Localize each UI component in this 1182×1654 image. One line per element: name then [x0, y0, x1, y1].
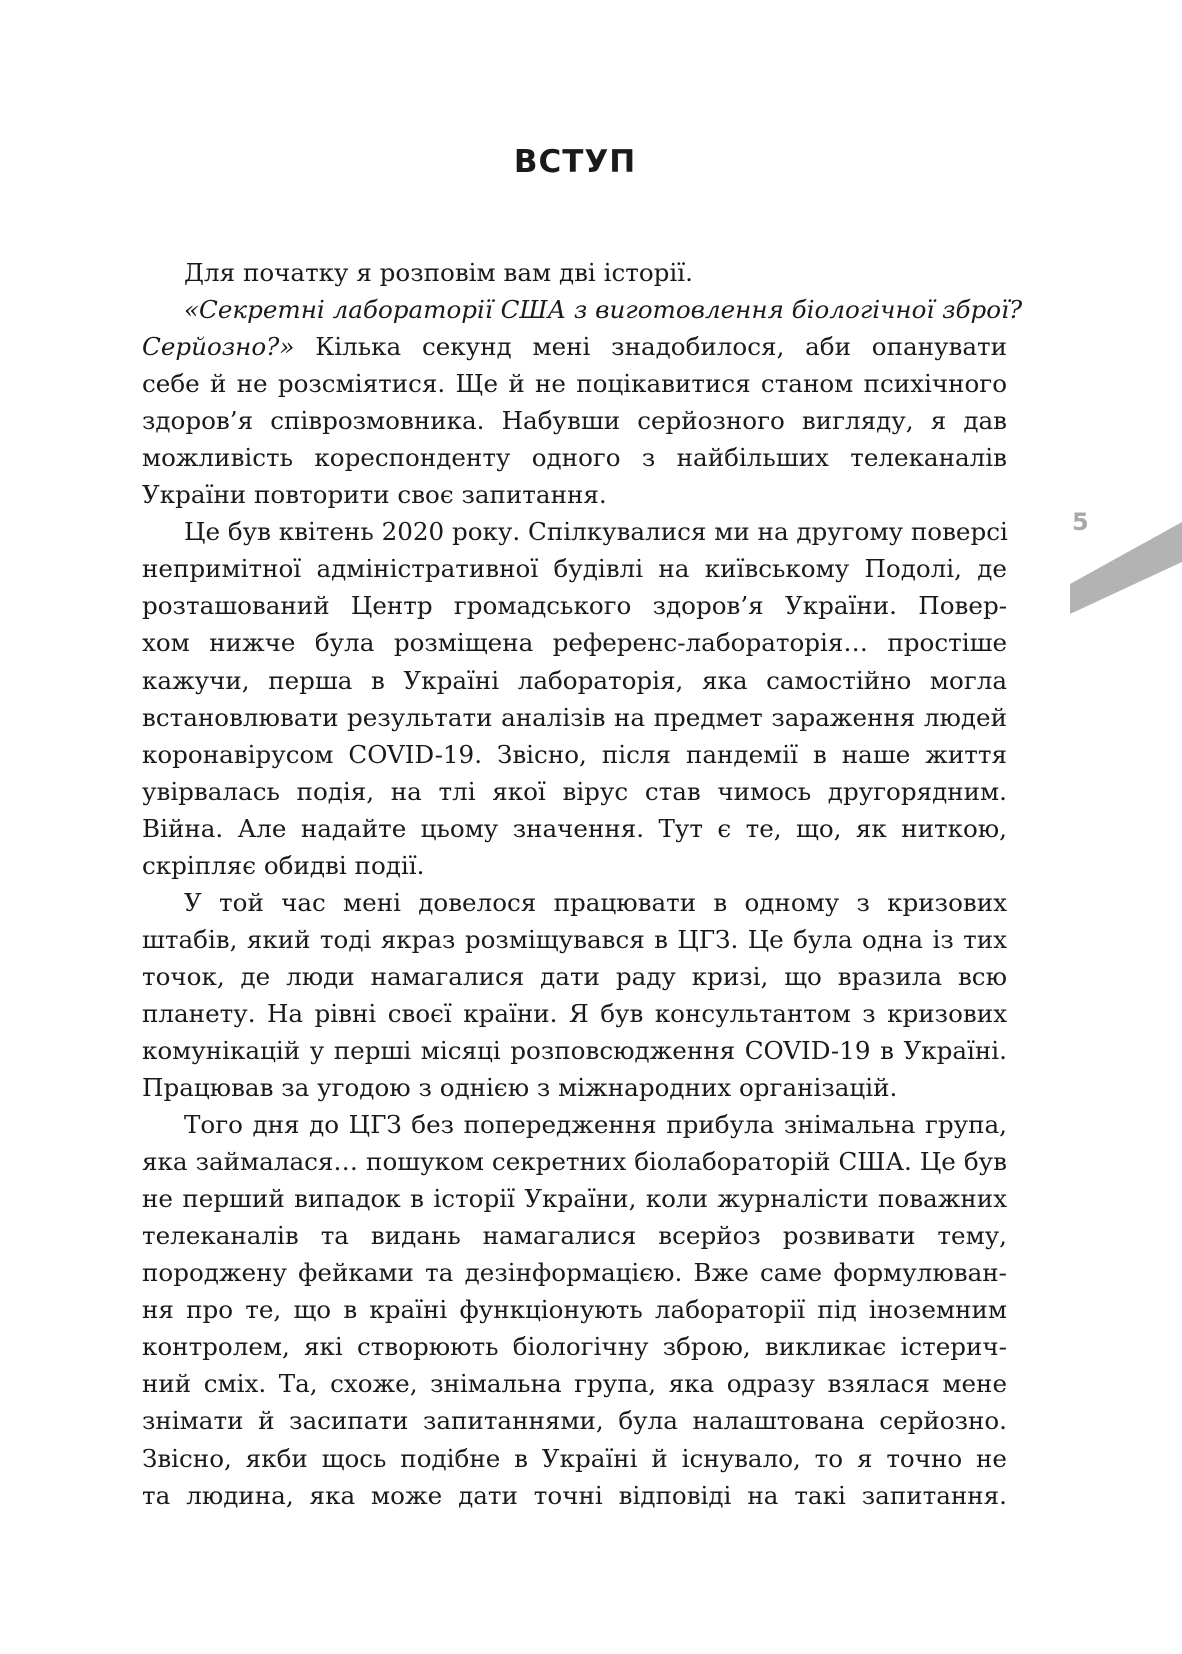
text-segment: Кілька секунд мені знадобилося, аби опанувати: [294, 332, 1007, 362]
page-edge-tab-shape: [1070, 522, 1182, 614]
text-line: [142, 550, 1007, 587]
body-text: [142, 254, 1023, 1514]
text-line: [142, 699, 1007, 736]
text-segment: встановлювати результати аналізів на предмет зараження людей: [142, 702, 1007, 732]
text-line: [142, 736, 1007, 773]
text-segment: увірвалась подія, на тлі якої вірус став чимось другорядним.: [142, 776, 1007, 806]
text-segment: Працював за угодою з однією з міжнародних організацій.: [142, 1073, 898, 1103]
text-line: [142, 921, 1007, 958]
text-line: [142, 328, 1007, 365]
text-segment: розташований Центр громадського здоров’я України. Повер-: [142, 591, 1007, 621]
text-line: [142, 439, 1007, 476]
text-segment: кажучи, перша в Україні лабораторія, яка самостійно могла: [142, 665, 1007, 695]
text-line: [142, 1106, 1007, 1143]
text-line: [142, 1180, 1007, 1217]
text-line: [142, 1402, 1007, 1439]
text-segment: коронавірусом COVID-19. Звісно, після пандемії в наше життя: [142, 739, 1007, 769]
text-line: [142, 1217, 1007, 1254]
text-line: [142, 1477, 1007, 1514]
text-line: [142, 662, 1007, 699]
text-segment: Війна. Але надайте цьому значення. Тут є те, що, як ниткою,: [142, 813, 1007, 843]
page-title: ВСТУП: [513, 144, 637, 180]
text-segment: точок, де люди намагалися дати раду кризі, що вразила всю: [142, 961, 1007, 991]
text-segment: здоров’я співрозмовника. Набувши серйозного вигляду, я дав: [142, 406, 1007, 436]
text-line: [142, 476, 1007, 513]
text-line: [142, 847, 1007, 884]
text-segment: У той час мені довелося працювати в одному з кризових: [184, 887, 1007, 917]
text-line: [142, 884, 1007, 921]
text-segment: контролем, які створюють біологічну зброю, викликає істерич-: [142, 1332, 1007, 1362]
text-line: [142, 254, 1007, 291]
text-segment-italic: Серйозно?»: [142, 332, 295, 362]
text-line: [142, 1032, 1007, 1069]
text-segment: ний сміх. Та, схоже, знімальна група, яка одразу взялася мене: [142, 1369, 1007, 1399]
text-line: [142, 1365, 1007, 1402]
text-segment: Це був квітень 2020 року. Спілкувалися ми на другому поверсі: [184, 517, 1008, 547]
text-line: [142, 995, 1007, 1032]
text-line: [142, 1069, 1007, 1106]
text-line: [142, 513, 1007, 550]
text-segment: України повторити своє запитання.: [142, 480, 607, 510]
text-segment-italic: «Секретні лабораторії США з виготовлення біологічної зброї?: [184, 295, 1023, 325]
text-segment: штабів, який тоді якраз розміщувався в ЦГЗ. Це була одна із тих: [142, 924, 1007, 954]
text-segment: планету. На рівні своєї країни. Я був консультантом з кризових: [142, 998, 1007, 1028]
text-segment: телеканалів та видань намагалися всерйоз розвивати тему,: [142, 1221, 1007, 1251]
text-segment: знімати й засипати запитаннями, була налаштована серйозно.: [142, 1406, 1007, 1436]
text-segment: яка займалася… пошуком секретних біолабораторій США. Це був: [142, 1147, 1007, 1177]
text-segment: не перший випадок в історії України, коли журналісти поважних: [142, 1184, 1007, 1214]
text-line: [142, 958, 1007, 995]
text-segment: непримітної адміністративної будівлі на київському Подолі, де: [142, 554, 1007, 584]
text-segment: скріпляє обидві події.: [142, 850, 425, 880]
text-segment: породжену фейками та дезінформацією. Вже саме формулюван-: [142, 1258, 1007, 1288]
text-line: [142, 291, 1023, 328]
text-segment: себе й не розсміятися. Ще й не поцікавитися станом психічного: [142, 369, 1007, 399]
text-line: [142, 587, 1007, 624]
text-line: [142, 1328, 1007, 1365]
text-segment: хом нижче була розміщена референс-лабораторія… простіше: [142, 628, 1007, 658]
text-segment: Того дня до ЦГЗ без попередження прибула знімальна група,: [184, 1110, 1007, 1140]
text-segment: комунікацій у перші місяці розповсюдження COVID-19 в Україні.: [142, 1035, 1007, 1065]
text-segment: ня про те, що в країні функціонують лабораторії під іноземним: [142, 1295, 1007, 1325]
text-line: [142, 1254, 1007, 1291]
page-edge-tab: [1070, 522, 1182, 614]
page-number: 5: [1072, 508, 1089, 536]
text-line: [142, 402, 1007, 439]
text-segment: Для початку я розповім вам дві історії.: [184, 258, 693, 287]
text-segment: та людина, яка може дати точні відповіді на такі запитання.: [142, 1480, 1007, 1510]
text-line: [142, 810, 1007, 847]
text-line: [142, 624, 1007, 661]
text-line: [142, 1291, 1007, 1328]
text-line: [142, 365, 1007, 402]
text-line: [142, 1440, 1007, 1477]
text-line: [142, 1143, 1007, 1180]
text-segment: Звісно, якби щось подібне в Україні й існувало, то я точно не: [142, 1443, 1007, 1473]
text-segment: можливість кореспонденту одного з найбільших телеканалів: [142, 443, 1007, 473]
text-line: [142, 773, 1007, 810]
